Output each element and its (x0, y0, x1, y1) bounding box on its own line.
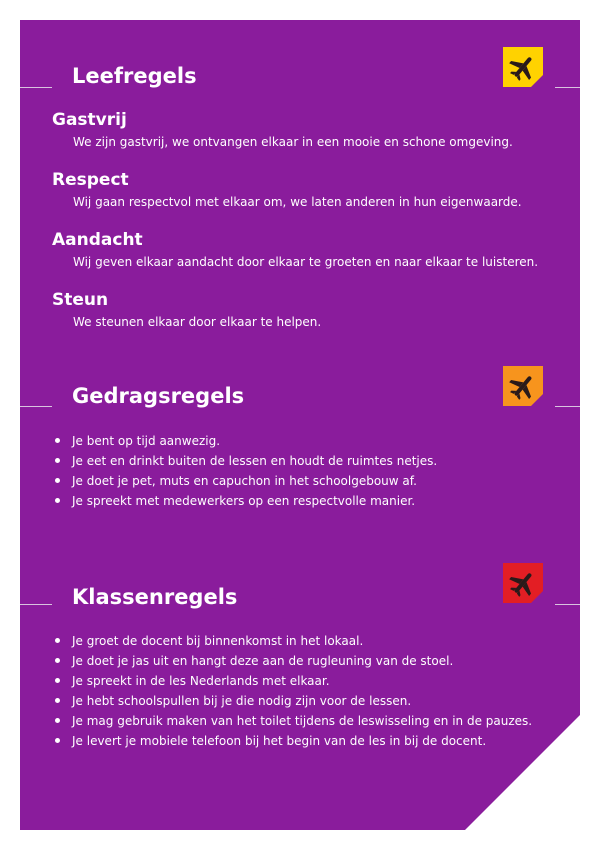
value-title-aandacht: Aandacht (52, 230, 143, 250)
divider-left (20, 406, 52, 407)
value-text-respect: Wij gaan respectvol met elkaar om, we laten anderen in hun eigenwaarde. (73, 195, 522, 209)
section-title-klassenregels: Klassenregels (72, 585, 238, 609)
value-text-gastvrij: We zijn gastvrij, we ontvangen elkaar in een mooie en schone omgeving. (73, 135, 513, 149)
list-item: Je levert je mobiele telefoon bij het begin van de les in bij de docent. (55, 731, 532, 751)
divider-right (555, 87, 580, 88)
section-title-gedragsregels: Gedragsregels (72, 384, 245, 408)
badge-klassenregels (503, 563, 543, 603)
divider-left (20, 87, 52, 88)
list-item: Je bent op tijd aanwezig. (55, 431, 437, 451)
list-item: Je groet de docent bij binnenkomst in het lokaal. (55, 631, 532, 651)
divider-left (20, 604, 52, 605)
section-title-leefregels: Leefregels (72, 64, 197, 88)
airplane-icon (503, 47, 543, 87)
value-title-gastvrij: Gastvrij (52, 110, 127, 130)
value-title-respect: Respect (52, 170, 129, 190)
klassenregels-list (55, 631, 532, 751)
badge-leefregels (503, 47, 543, 87)
list-item: Je spreekt in de les Nederlands met elkaar. (55, 671, 532, 691)
value-text-aandacht: Wij geven elkaar aandacht door elkaar te groeten en naar elkaar te luisteren. (73, 255, 539, 269)
airplane-icon (503, 366, 543, 406)
list-item: Je spreekt met medewerkers op een respectvolle manier. (55, 491, 437, 511)
gedragsregels-list (55, 431, 437, 511)
list-item: Je doet je pet, muts en capuchon in het schoolgebouw af. (55, 471, 437, 491)
list-item: Je doet je jas uit en hangt deze aan de rugleuning van de stoel. (55, 651, 532, 671)
list-item: Je hebt schoolspullen bij je die nodig zijn voor de lessen. (55, 691, 532, 711)
list-item: Je mag gebruik maken van het toilet tijdens de leswisseling en in de pauzes. (55, 711, 532, 731)
value-text-steun: We steunen elkaar door elkaar te helpen. (73, 315, 322, 329)
airplane-icon (503, 563, 543, 603)
list-item: Je eet en drinkt buiten de lessen en houdt de ruimtes netjes. (55, 451, 437, 471)
divider-right (555, 406, 580, 407)
divider-right (555, 604, 580, 605)
value-title-steun: Steun (52, 290, 109, 310)
badge-gedragsregels (503, 366, 543, 406)
